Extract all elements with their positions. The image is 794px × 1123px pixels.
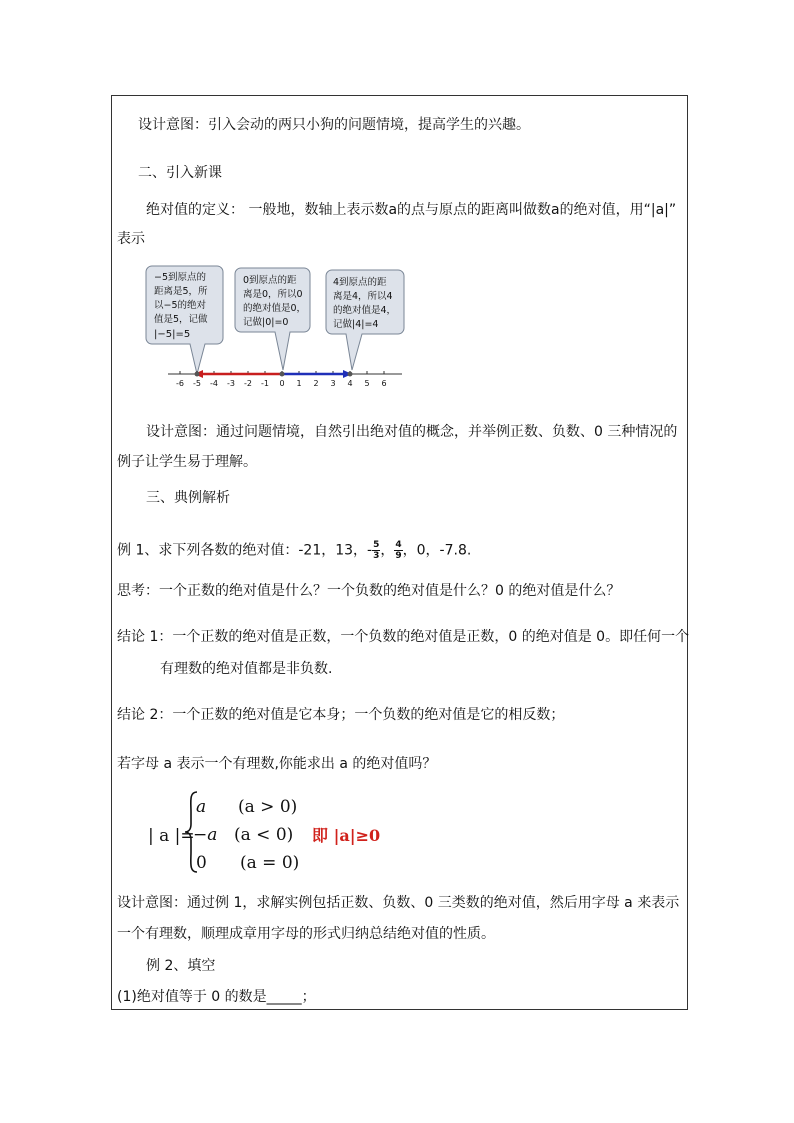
tick-label: -2 bbox=[244, 379, 252, 388]
design-intent-2-cont: 例子让学生易于理解。 bbox=[117, 454, 257, 470]
tick-label: 1 bbox=[296, 379, 302, 388]
formula-lhs: | a |= bbox=[148, 826, 195, 846]
section-heading-examples: 三、典例解析 bbox=[146, 490, 230, 506]
conclusion-2: 结论 2：一个正数的绝对值是它本身；一个负数的绝对值是它的相反数； bbox=[117, 707, 565, 723]
definition-text: 绝对值的定义： 一般地，数轴上表示数a的点与原点的距离叫做数a的绝对值，用“|a|” bbox=[146, 202, 677, 218]
formula-cond-zero: (a = 0) bbox=[240, 853, 300, 873]
callout-middle-line: 记做|0|=0 bbox=[243, 317, 289, 328]
tick-label: -3 bbox=[227, 379, 235, 388]
fraction-numerator: 5 bbox=[373, 540, 380, 550]
formula-note: 即 |a|≥0 bbox=[312, 826, 381, 845]
section-heading-new-lesson: 二、引入新课 bbox=[138, 165, 222, 181]
tick-label: 3 bbox=[330, 379, 336, 388]
callout-middle-line: 离是0，所以0 bbox=[243, 289, 303, 300]
callout-left-line: 以−5的绝对 bbox=[154, 300, 207, 311]
example-1-separator: ， bbox=[380, 542, 395, 559]
design-intent-2: 设计意图：通过问题情境，自然引出绝对值的概念，并举例正数、负数、0 三种情况的 bbox=[146, 424, 678, 440]
formula-cond-negative: (a < 0) bbox=[234, 825, 294, 845]
example-2-heading: 例 2、填空 bbox=[146, 958, 216, 974]
tick-label: -6 bbox=[176, 379, 184, 388]
conclusion-1-cont: 有理数的绝对值都是非负数. bbox=[160, 661, 333, 677]
callout-middle-line: 的绝对值是0， bbox=[243, 303, 307, 314]
tick-label: -5 bbox=[193, 379, 201, 388]
callout-right-line: 4到原点的距 bbox=[333, 277, 387, 288]
example-1 bbox=[117, 540, 471, 561]
formula-case-positive: a bbox=[196, 797, 207, 817]
tick-label: 4 bbox=[347, 379, 353, 388]
example-1-prefix: 例 1、求下列各数的绝对值：-21，13，- bbox=[117, 542, 373, 559]
callout-right-line: 离是4，所以4 bbox=[333, 291, 393, 302]
number-line-figure bbox=[140, 262, 420, 392]
tick-label: -4 bbox=[210, 379, 218, 388]
conclusion-1: 结论 1：一个正数的绝对值是正数，一个负数的绝对值是正数，0 的绝对值是 0。即任何一个 bbox=[117, 629, 690, 645]
callout-left-line: −5到原点的 bbox=[154, 272, 207, 283]
formula-case-zero: 0 bbox=[196, 853, 207, 873]
letter-question: 若字母 a 表示一个有理数,你能求出 a 的绝对值吗？ bbox=[117, 756, 437, 772]
point-zero bbox=[280, 372, 285, 377]
fraction-denominator: 9 bbox=[395, 551, 402, 561]
callout-left bbox=[146, 266, 223, 374]
callout-right bbox=[326, 270, 404, 370]
callout-left-line: 距离是5，所 bbox=[154, 286, 208, 297]
design-intent-3: 设计意图：通过例 1，求解实例包括正数、负数、0 三类数的绝对值，然后用字母 a 来表示 bbox=[117, 895, 680, 911]
callout-right-line: 的绝对值是4， bbox=[333, 305, 397, 316]
callout-middle-line: 0到原点的距 bbox=[243, 275, 297, 286]
tick-label: -1 bbox=[261, 379, 269, 388]
tick-label: 5 bbox=[364, 379, 370, 388]
point-minus-5 bbox=[195, 372, 200, 377]
point-4 bbox=[348, 372, 353, 377]
callout-middle bbox=[235, 268, 310, 370]
callout-left-line: |−5|=5 bbox=[154, 329, 191, 340]
tick-label: 2 bbox=[313, 379, 319, 388]
fraction-4-9 bbox=[394, 540, 402, 561]
think-question: 思考：一个正数的绝对值是什么？一个负数的绝对值是什么？0 的绝对值是什么？ bbox=[117, 583, 621, 599]
design-intent-1: 设计意图：引入会动的两只小狗的问题情境，提高学生的兴趣。 bbox=[138, 117, 530, 133]
fraction-denominator: 3 bbox=[373, 551, 380, 561]
tick-label: 6 bbox=[381, 379, 387, 388]
design-intent-3-cont: 一个有理数，顺理成章用字母的形式归纳总结绝对值的性质。 bbox=[117, 926, 495, 942]
fraction-numerator: 4 bbox=[395, 540, 402, 550]
formula-cond-positive: (a > 0) bbox=[238, 797, 298, 817]
callout-left-line: 值是5，记做 bbox=[154, 314, 208, 325]
example-1-suffix: ，0，-7.8. bbox=[402, 542, 472, 559]
formula-case-negative: −a bbox=[193, 825, 218, 845]
tick-label: 0 bbox=[279, 379, 285, 388]
definition-text-cont: 表示 bbox=[117, 231, 145, 247]
fill-blank-1: (1)绝对值等于 0 的数是_____； bbox=[117, 989, 316, 1005]
callout-right-line: 记做|4|=4 bbox=[333, 319, 379, 330]
